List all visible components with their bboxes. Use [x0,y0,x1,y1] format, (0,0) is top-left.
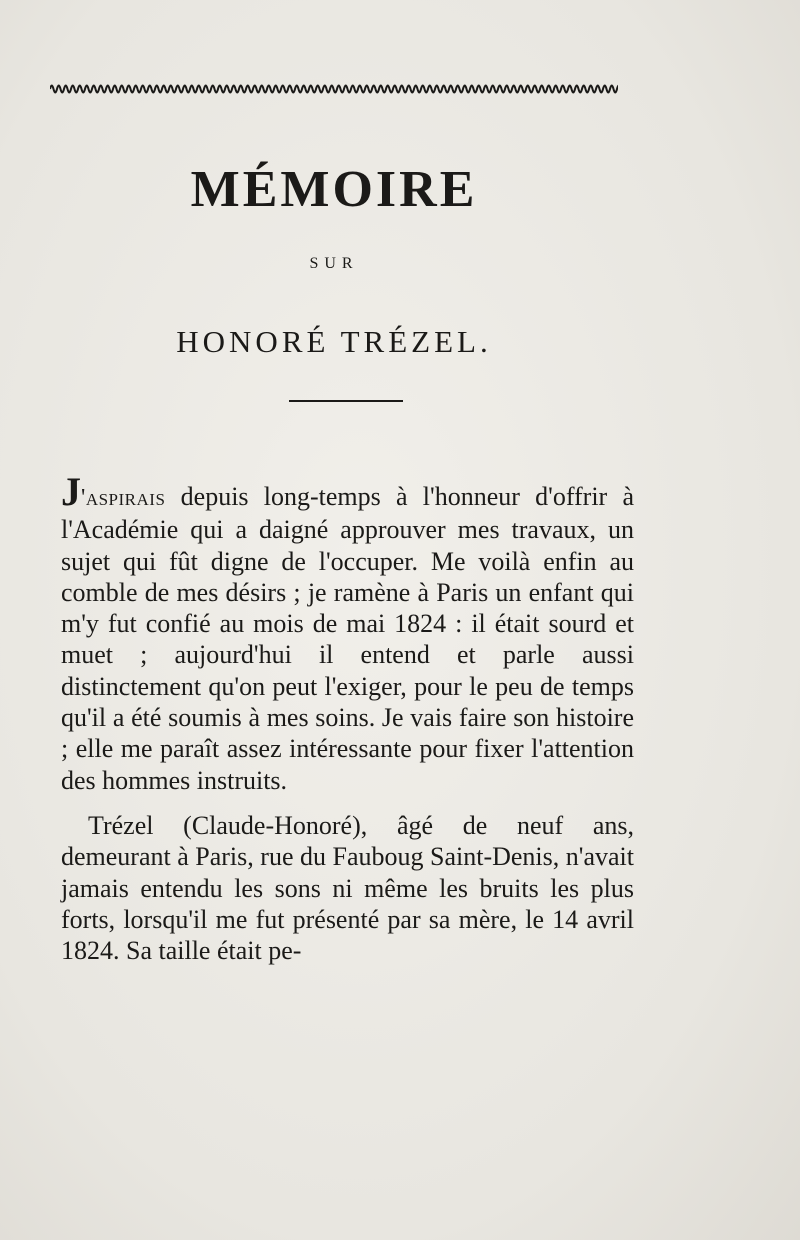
page-title: MÉMOIRE [190,161,478,218]
paragraph-2: Trézel (Claude-Honoré), âgé de neuf ans, demeurant à Paris, rue du Fauboug Saint-Denis, n'avait jamais entendu les sons ni même les bruits les plus forts, lorsqu'il me fut présenté par sa mère, le 14 avril 1824. Sa taille était pe- [61,810,634,966]
opening-word: 'aspirais [81,485,166,511]
title-subject: HONORÉ TRÉZEL. [176,324,492,359]
title-rule [289,400,403,402]
wavy-ornament-rule [50,76,618,102]
initial-letter: J [61,469,81,514]
title-preposition: SUR [309,255,359,272]
paragraph-1 [61,469,634,796]
paragraph-1-text: depuis long-temps à l'honneur d'offrir à l'Académie qui a daigné approuver mes travaux, un sujet qui fût digne de l'occuper. Me voilà enfin au comble de mes désirs ; je ramène à Paris un enfant qui m'y fut confié au mois de mai 1824 : il était sourd et muet ; aujourd'hui il entend et parle aussi distinctement qu'on peut l'exiger, pour le peu de temps qu'il a été soumis à mes soins. Je vais faire son histoire ; elle me paraît assez intéressante pour fixer l'attention des hommes instruits. [61,482,634,795]
body-text [61,469,634,966]
